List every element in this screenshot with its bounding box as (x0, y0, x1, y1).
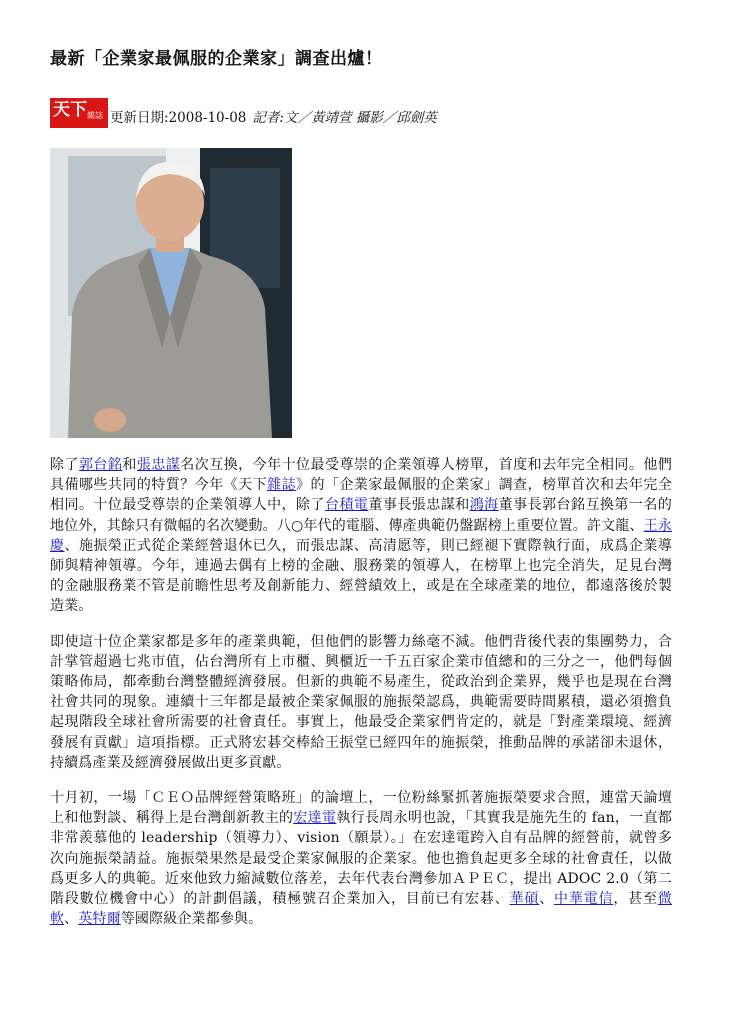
cw-magazine-logo (50, 98, 108, 128)
inline-keyword-link[interactable]: 張忠謀 (136, 457, 181, 473)
paragraph-text: ，甚至 (613, 891, 658, 908)
article-paragraph (50, 455, 672, 617)
paragraph-text: 、施振榮正式從企業經營退休已久，而張忠謀、高清愿等，則已經褪下實際執行面，成爲企業導師與精神領導。今年，連過去偶有上榜的金融、服務業的領導人，在榜單上也完全消失，足見台灣的金融服務業不管是前瞻性思考及創新能力、經營績效上，或是在全球產業的地位，都遠落後於製造業。 (50, 537, 672, 615)
paragraph-text: 、 (64, 911, 79, 928)
inline-keyword-link[interactable]: 台積電 (324, 497, 369, 514)
inline-keyword-link[interactable]: 華碩 (509, 891, 540, 908)
paragraph-text: 和 (122, 457, 137, 473)
inline-keyword-link[interactable]: 中華電信 (554, 891, 614, 908)
paragraph-text: 除了 (50, 457, 79, 473)
inline-keyword-link[interactable]: 英特爾 (78, 911, 121, 928)
paragraph-text: 、 (539, 891, 555, 908)
paragraph-text: 董事長張忠謀和 (368, 497, 470, 514)
article-paragraph (50, 632, 672, 773)
paragraph-text: 董事長郭台銘互換第一名的地位外，其餘只有微幅的名次變動。八○年代的電腦、傳產典範仍盤踞榜上重要位置。許文龍、 (50, 497, 672, 534)
inline-keyword-link[interactable]: 王永慶 (50, 517, 672, 554)
paragraph-text: 》的「企業家最佩服的企業家」調查，榜單首次和去年完全相同。十位最受尊崇的企業領導人中，除了 (50, 477, 672, 514)
paragraph-text: 執行長周永明也說，「其實我是施先生的 fan，一直都非常羨慕他的 leadership（領導力）、vision（願景）。」在宏達電跨入自有品牌的經營前，就曾多次向施振榮請益。施振榮果然是最受企業家佩服的企業家。他也擔負起更多全球的社會責任，以做爲更多人的典範。近來他致力縮減數位落差，去年代表台灣參加ＡＰＥＣ，提出 ADOC 2.0（第二階段數位機會中心）的計劃倡議，積極號召企業加入，目前已有宏碁、 (50, 810, 672, 908)
inline-keyword-link[interactable]: 鴻海 (469, 497, 499, 514)
paragraph-text: 名次互換，今年十位最受尊崇的企業領導人榜單，首度和去年完全相同。他們具備哪些共同的特質？今年《天下 (50, 457, 672, 494)
paragraph-text: 等國際級企業都參與。 (120, 911, 263, 928)
paragraph-text: 十月初，一場「ＣＥＯ品牌經營策略班」的論壇上，一位粉絲緊抓著施振榮要求合照，連當天論壇上和他對談、稱得上是台灣創新教主的 (50, 790, 672, 827)
inline-keyword-link[interactable]: 微軟 (50, 891, 672, 928)
article-paragraph (50, 788, 672, 929)
update-date: 更新日期:2008-10-08 (110, 110, 247, 126)
article-body (50, 455, 672, 944)
article-title: 最新「企業家最佩服的企業家」調查出爐！ (50, 49, 383, 69)
inline-keyword-link[interactable]: 雜誌 (267, 477, 297, 494)
inline-keyword-link[interactable]: 郭台銘 (78, 457, 123, 473)
portrait-illustration (50, 148, 292, 438)
inline-keyword-link[interactable]: 宏達電 (293, 810, 337, 827)
logo-main-text: 天下 (53, 100, 87, 120)
portrait-photo (50, 148, 292, 438)
logo-sub-text: 雜誌 (87, 111, 103, 120)
article-meta (50, 98, 437, 128)
article-authors: 記者:文／黃靖萱 攝影／邱劍英 (252, 110, 437, 126)
paragraph-text: 即使這十位企業家都是多年的產業典範，但他們的影響力絲毫不減。他們背後代表的集團勢力，合計掌管超過七兆市值，佔台灣所有上市櫃、興櫃近一千五百家企業市值總和的三分之一，他們每個策略佈局，都牽動台灣整體經濟發展。但新的典範不易產生，從政治到企業界，幾乎也是現在台灣社會共同的現象。連續十三年都是最被企業家佩服的施振榮認爲，典範需要時間累積，還必須擔負起現階段全球社會所需要的社會責任。事實上，他最受企業家們肯定的，就是「對產業環境、經濟發展有貢獻」這項指標。正式將宏碁交棒給王振堂已經四年的施振榮，推動品牌的承諾卻未退休，持續爲產業及經濟發展做出更多貢獻。 (50, 633, 672, 771)
